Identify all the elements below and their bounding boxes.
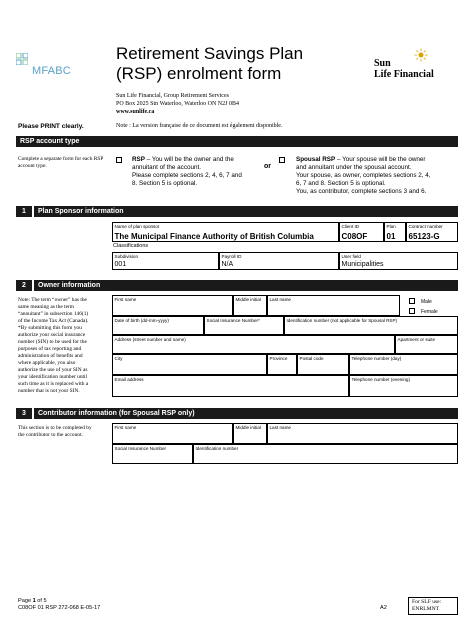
spousal-rsp-checkbox[interactable]: [279, 157, 285, 163]
form-title: Retirement Savings Plan (RSP) enrolment form: [116, 44, 304, 83]
contributor-identification-number-field[interactable]: Identification number: [193, 444, 458, 464]
rsp-checkbox[interactable]: [116, 157, 122, 163]
mfabc-logo: [16, 53, 76, 79]
male-checkbox[interactable]: [409, 298, 415, 304]
plan-sponsor-name-field[interactable]: Name of plan sponsor The Municipal Finance Authority of British Columbia: [112, 222, 339, 242]
owner-sin-field[interactable]: Social Insurance Number*: [204, 316, 284, 335]
section-bar-account-type: RSP account type: [16, 136, 458, 147]
apartment-field[interactable]: Apartment or suite: [395, 335, 458, 354]
sun-life-logo: Sun Life Financial: [374, 48, 460, 88]
contributor-info-note: This section is to be completed by the contributor to the account.: [18, 425, 92, 438]
section-bar-contributor-info: 3 Contributor information (for Spousal RSP only): [16, 408, 458, 419]
date-of-birth-field[interactable]: Date of birth (dd-mm-yyyy): [112, 316, 204, 335]
or-separator: or: [264, 163, 271, 170]
male-label: Male: [421, 299, 432, 305]
payroll-id-field[interactable]: Payroll ID N/A: [219, 252, 339, 270]
form-code: C08OF 01 RSP 272-068 E-05-17: [18, 605, 101, 611]
slf-use-box: For SLF use: ENRLMNT: [408, 597, 458, 615]
form-version-a2: A2: [380, 605, 387, 611]
rsp-option-text: RSP – You will be the owner and the annuitant of the account. Please complete sections 2, 4, 6, 7 and 8. Section 5 is optional.: [132, 156, 242, 187]
french-version-note: Note : La version française de ce document est également disponible.: [116, 123, 283, 129]
address-field[interactable]: Address (street number and name): [112, 335, 395, 354]
mfabc-mark-icon: [16, 53, 28, 65]
telephone-day-field[interactable]: Telephone number (day): [349, 354, 458, 375]
telephone-evening-field[interactable]: Telephone number (evening): [349, 375, 458, 397]
female-checkbox[interactable]: [409, 308, 415, 314]
user-field[interactable]: User field Municipalities: [339, 252, 458, 270]
mailing-address: Sun Life Financial, Group Retirement Services PO Box 2025 Stn Waterloo, Waterloo ON N2J 0B4 www.sunlife.ca: [116, 93, 239, 115]
owner-last-name-field[interactable]: Last name: [267, 295, 400, 316]
contract-number-field[interactable]: Contract number 65123-G: [406, 222, 458, 242]
mfabc-logo-text: MFABC: [32, 65, 71, 77]
sun-icon: [414, 48, 428, 62]
subdivision-field[interactable]: Subdivision 001: [112, 252, 219, 270]
section-bar-plan-sponsor: 1 Plan Sponsor information: [16, 206, 458, 217]
contributor-last-name-field[interactable]: Last name: [267, 423, 458, 444]
email-field[interactable]: Email address: [112, 375, 349, 397]
print-clearly-note: Please PRINT clearly.: [18, 123, 84, 130]
contributor-first-name-field[interactable]: First name: [112, 423, 233, 444]
owner-info-note: Note: The term “owner” has the same meaning as the term “annuitant” in subsection 146(1) of the Income Tax Act (Canada). *By submitting this form you authorize your social insurance number (SIN) to be used for the purposes of tax reporting and administration of benefits and where applicable, you also authorize the use of your SIN as your identification number until such time as it is replaced with a number that is not your SIN.: [18, 297, 89, 394]
section-bar-owner-info: 2 Owner information: [16, 280, 458, 291]
owner-identification-number-field[interactable]: Identification number (not applicable for Spousal RSP): [284, 316, 458, 335]
classifications-label: Classifications: [113, 243, 149, 249]
owner-middle-initial-field[interactable]: Middle initial: [233, 295, 267, 316]
city-field[interactable]: City: [112, 354, 267, 375]
female-label: Female: [421, 309, 438, 315]
province-field[interactable]: Province: [267, 354, 297, 375]
spousal-rsp-option-text: Spousal RSP – Your spouse will be the owner and annuitant under the spousal account. Your spouse, as owner, completes sections 2, 4, 6, 7 and 8. Section 5 is optional. You, as contributor, complete sections 3 and 6.: [296, 156, 431, 195]
client-id-field[interactable]: Client ID C08OF: [339, 222, 384, 242]
contributor-middle-initial-field[interactable]: Middle initial: [233, 423, 267, 444]
contributor-sin-field[interactable]: Social Insurance Number: [112, 444, 193, 464]
page-number: Page 1 of 5: [18, 598, 47, 604]
plan-field[interactable]: Plan 01: [384, 222, 406, 242]
postal-code-field[interactable]: Postal code: [297, 354, 349, 375]
owner-first-name-field[interactable]: First name: [112, 295, 233, 316]
account-type-note: Complete a separate form for each RSP account type.: [18, 156, 104, 169]
